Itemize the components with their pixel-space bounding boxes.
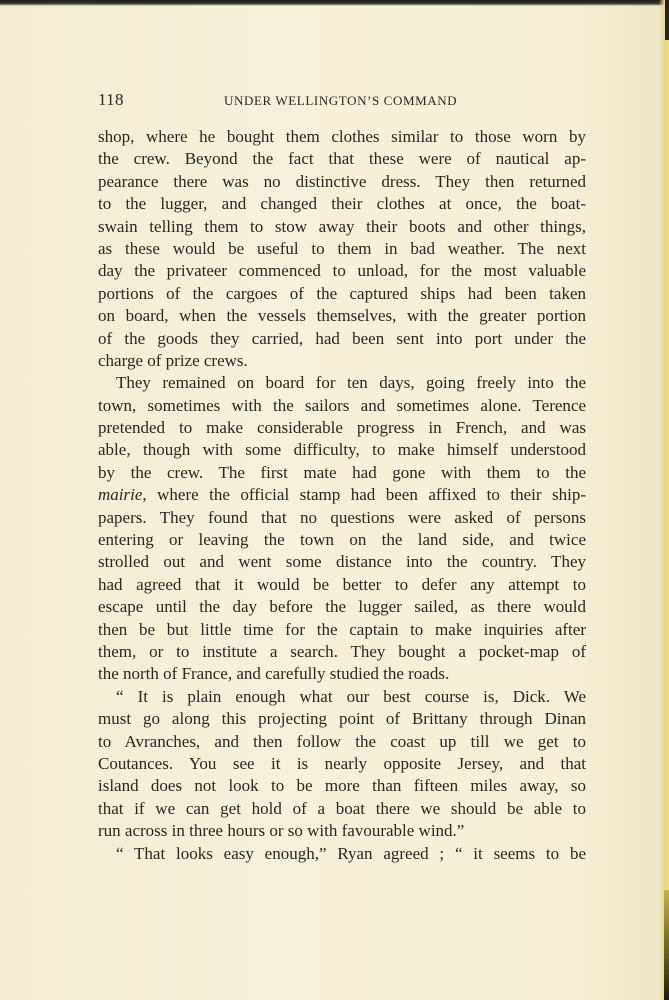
- text-line: “ That looks easy enough,” Ryan agreed ; “ it seems to be: [116, 843, 586, 863]
- scan-right-edge-bottom: [664, 890, 669, 1000]
- text-line: “ It is plain enough what our best course is, Dick. We: [116, 686, 586, 706]
- text-line: to Avranches, and then follow the coast up till we get to: [98, 731, 586, 751]
- text-line: by the crew. The first mate had gone with them to the: [98, 462, 586, 482]
- text-line: swain telling them to stow away their boots and other things,: [98, 216, 586, 236]
- scan-right-edge-shadow: [665, 0, 669, 40]
- italic-word: mairie: [98, 485, 143, 505]
- text-line: pretended to make considerable progress in French, and was: [98, 418, 586, 438]
- page-number: 118: [98, 90, 124, 109]
- text-line: They remained on board for ten days, going freely into the: [116, 373, 586, 393]
- body-text: [98, 126, 586, 865]
- text-line: the crew. Beyond the fact that these were of nautical ap-: [98, 149, 586, 169]
- text-line: day the privateer commenced to unload, for the most valuable: [98, 261, 586, 281]
- text-line: pearance there was no distinctive dress. They then returned: [98, 171, 586, 191]
- text-line-rest: , where the official stamp had been affixed to their ship-: [142, 485, 586, 505]
- text-line: entering or leaving the town on the land side, and twice: [98, 530, 586, 550]
- page-header: [98, 90, 586, 112]
- text-line: island does not look to be more than fifteen miles away, so: [98, 776, 586, 796]
- scan-right-edge: [659, 0, 669, 1000]
- text-line: the north of France, and carefully studied the roads.: [98, 664, 450, 684]
- text-line: must go along this projecting point of Brittany through Dinan: [98, 709, 586, 729]
- text-line: papers. They found that no questions were asked of persons: [98, 507, 586, 527]
- text-line: run across in three hours or so with favourable wind.”: [98, 821, 465, 841]
- text-line: as these would be useful to them in bad weather. The next: [98, 238, 586, 258]
- text-line: Coutances. You see it is nearly opposite Jersey, and that: [98, 753, 586, 773]
- text-line: shop, where he bought them clothes similar to those worn by: [98, 127, 586, 146]
- text-line: of the goods they carried, had been sent into port under the: [98, 328, 586, 348]
- text-line: had agreed that it would be better to defer any attempt to: [98, 574, 586, 594]
- text-line: then be but little time for the captain to make inquiries after: [98, 619, 586, 639]
- text-line: [98, 484, 586, 506]
- text-line: strolled out and went some distance into the country. They: [98, 552, 586, 572]
- text-line: on board, when the vessels themselves, with the greater portion: [98, 306, 586, 326]
- running-head: UNDER WELLINGTON’S COMMAND: [224, 93, 458, 108]
- text-line: town, sometimes with the sailors and sometimes alone. Terence: [98, 395, 586, 415]
- text-line: charge of prize crews.: [98, 350, 248, 370]
- text-line: to the lugger, and changed their clothes at once, the boat-: [98, 194, 586, 214]
- text-line: that if we can get hold of a boat there we should be able to: [98, 798, 586, 818]
- text-line: escape until the day before the lugger sailed, as there would: [98, 597, 586, 617]
- text-line: portions of the cargoes of the captured ships had been taken: [98, 283, 586, 303]
- scan-top-edge: [0, 0, 669, 6]
- text-line: them, or to institute a search. They bought a pocket-map of: [98, 641, 586, 661]
- text-line: able, though with some difficulty, to make himself understood: [98, 440, 586, 460]
